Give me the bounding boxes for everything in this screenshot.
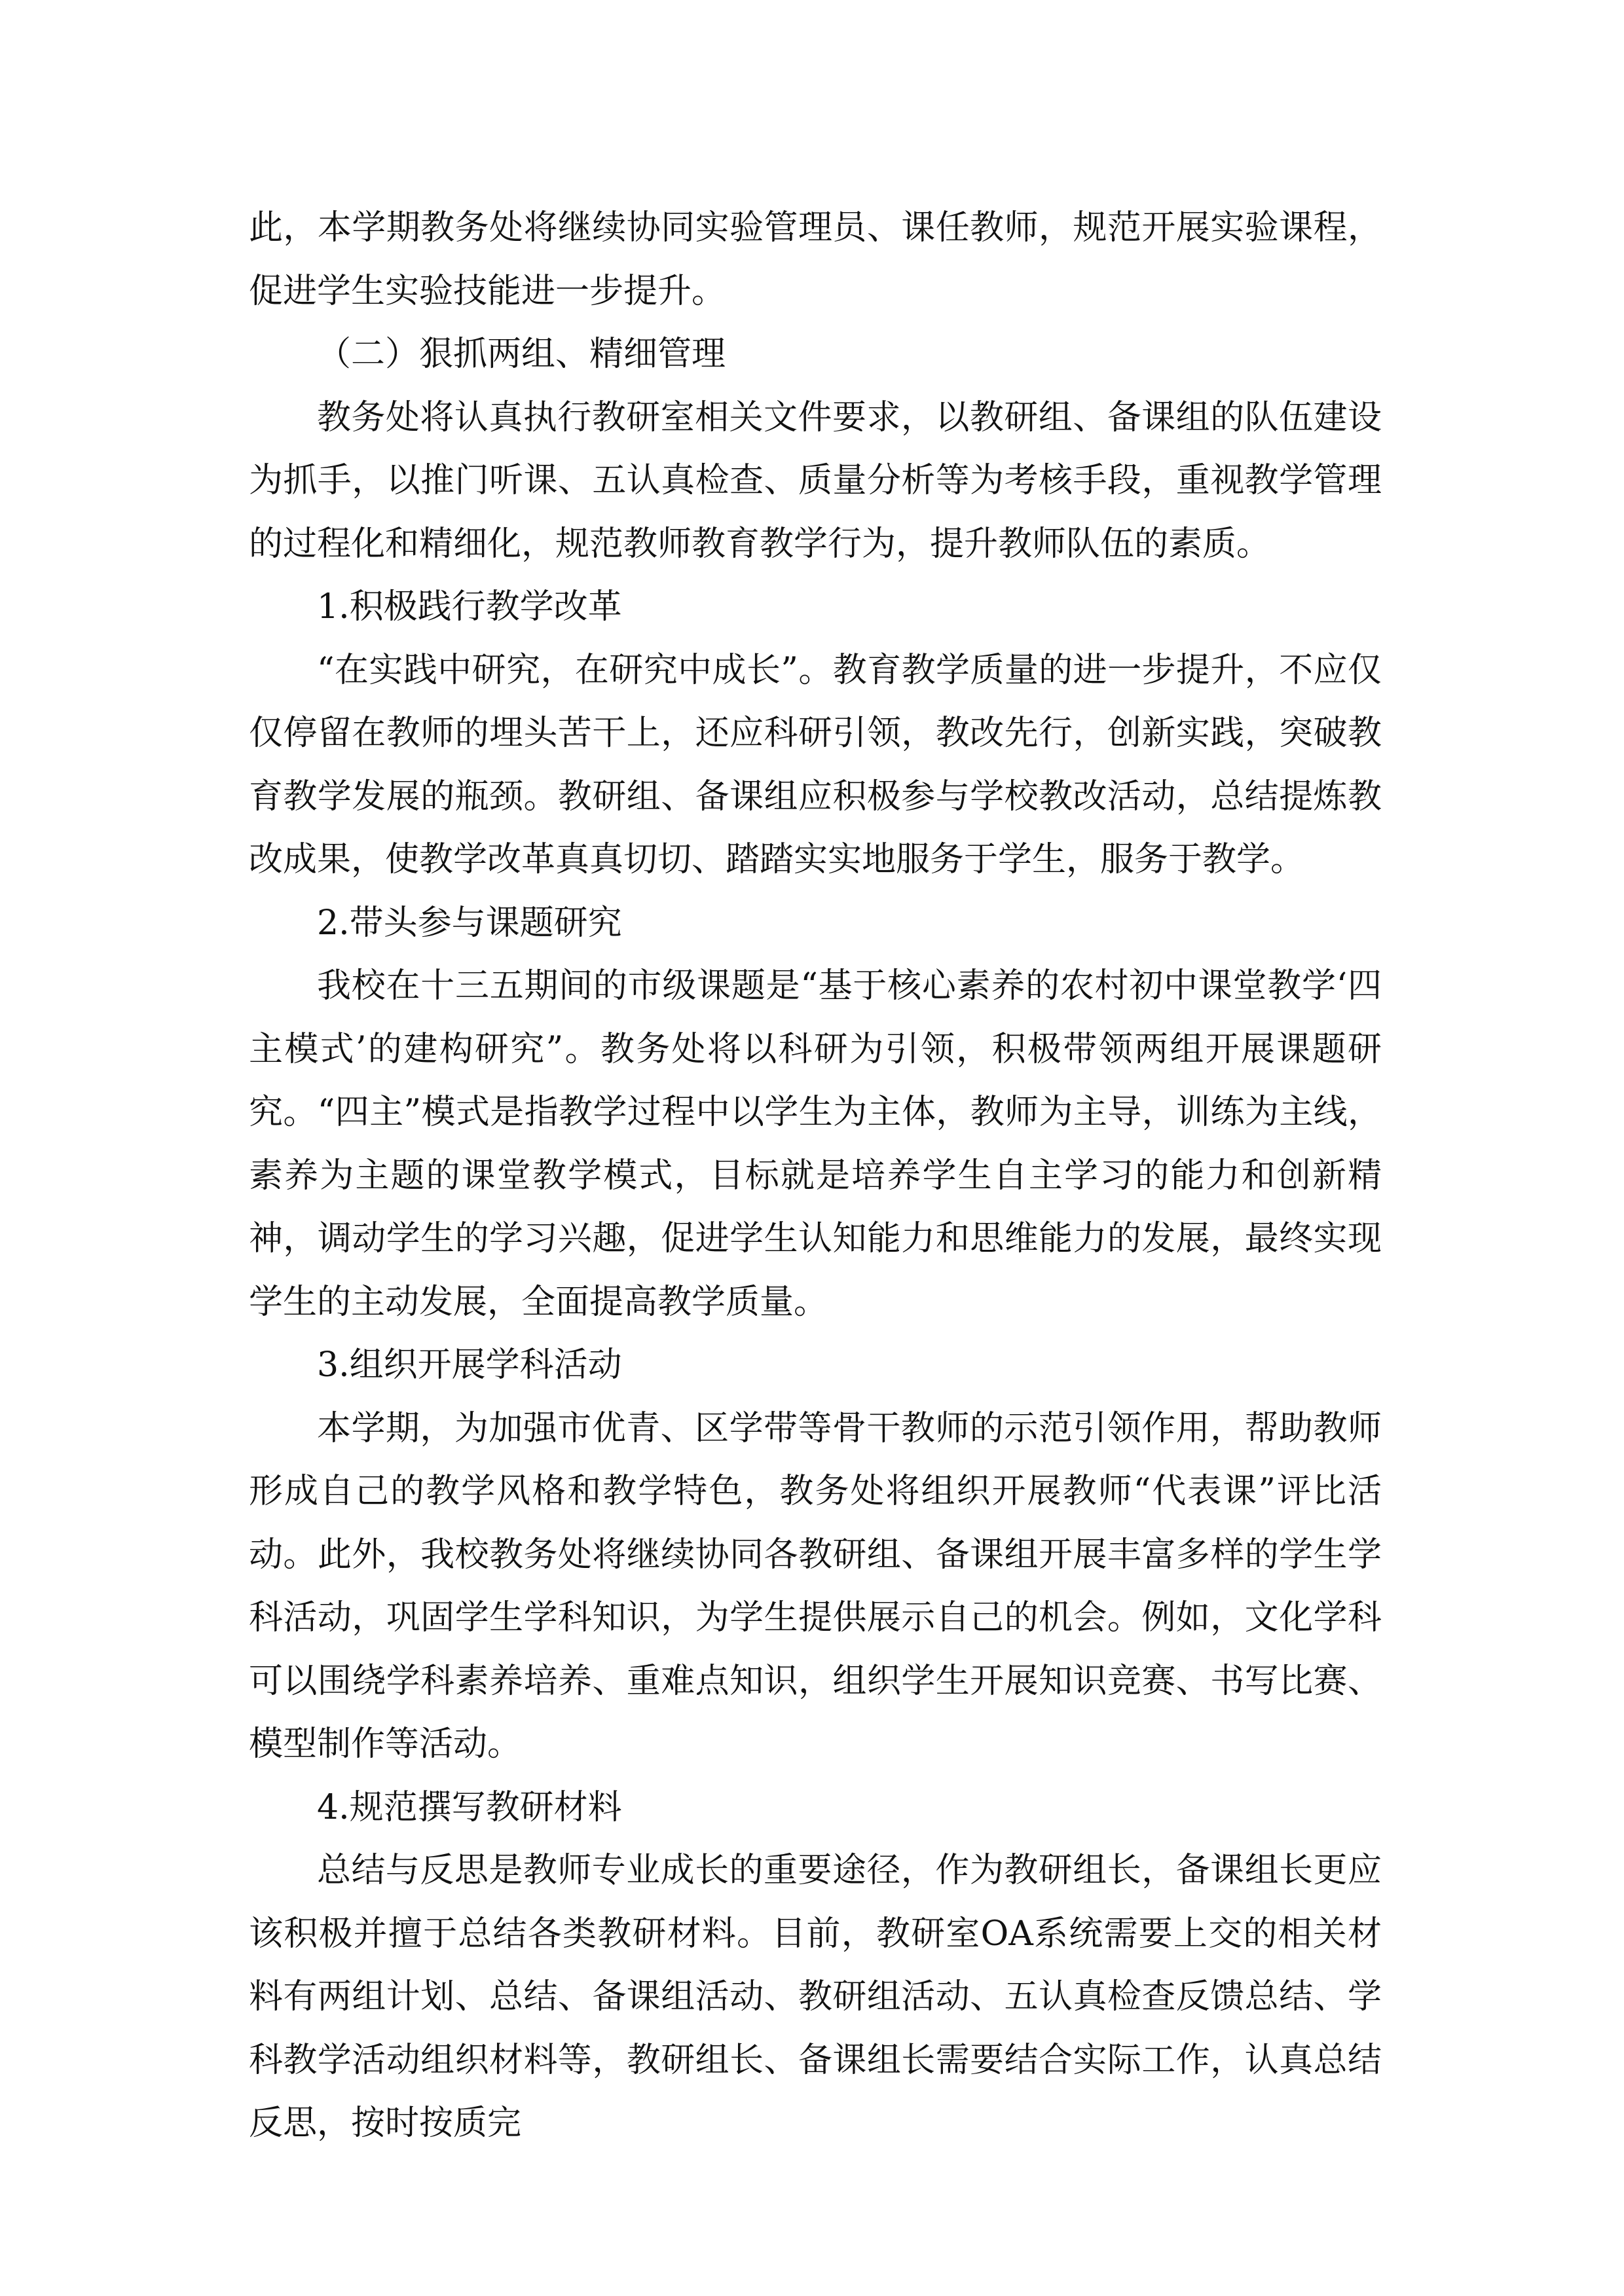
paragraph-two-groups-intro: 教务处将认真执行教研室相关文件要求，以教研组、备课组的队伍建设为抓手，以推门听课、五认真检查、质量分析等为考核手段，重视教学管理的过程化和精细化，规范教师教育教学行为，提升教师队伍的素质。 [249,397,1382,564]
paragraph-teaching-reform: “在实践中研究，在研究中成长”。教育教学质量的进一步提升，不应仅仅停留在教师的埋头苦干上，还应科研引领，教改先行，创新实践，突破教育教学发展的瓶颈。教研组、备课组应积极参与学校教改活动，总结提炼教改成果，使教学改革真真切切、踏踏实实地服务于学生，服务于教学。 [249,650,1382,879]
subheading-research-project: 2.带头参与课题研究 [317,903,622,943]
subheading-teaching-reform: 1.积极践行教学改革 [317,587,622,627]
subheading-subject-activities: 3.组织开展学科活动 [317,1345,622,1385]
document-body [249,196,1382,2155]
paragraph-subject-activities: 本学期，为加强市优青、区学带等骨干教师的示范引领作用，帮助教师形成自己的教学风格和教学特色，教务处将组织开展教师“代表课”评比活动。此外，我校教务处将继续协同各教研组、备课组开展丰富多样的学生学科活动，巩固学生学科知识，为学生提供展示自己的机会。例如，文化学科可以围绕学科素养培养、重难点知识，组织学生开展知识竞赛、书写比赛、模型制作等活动。 [249,1408,1382,1764]
paragraph-research-project: 我校在十三五期间的市级课题是“基于核心素养的农村初中课堂教学‘四主模式’的建构研究”。教务处将以科研为引领，积极带领两组开展课题研究。“四主”模式是指教学过程中以学生为主体，教师为主导，训练为主线，素养为主题的课堂教学模式，目标就是培养学生自主学习的能力和创新精神，调动学生的学习兴趣，促进学生认知能力和思维能力的发展，最终实现学生的主动发展，全面提高教学质量。 [249,966,1382,1322]
paragraph-experiment-continuation: 此，本学期教务处将继续协同实验管理员、课任教师，规范开展实验课程，促进学生实验技能进一步提升。 [249,208,1382,311]
paragraph-research-materials: 总结与反思是教师专业成长的重要途径，作为教研组长，备课组长更应该积极并擅于总结各类教研材料。目前，教研室OA系统需要上交的相关材料有两组计划、总结、备课组活动、教研组活动、五认真检查反馈总结、学科教学活动组织材料等，教研组长、备课组长需要结合实际工作，认真总结反思，按时按质完 [249,1851,1382,2143]
subheading-research-materials: 4.规范撰写教研材料 [317,1787,622,1827]
section-heading-two-groups: （二）狠抓两组、精细管理 [317,335,726,374]
